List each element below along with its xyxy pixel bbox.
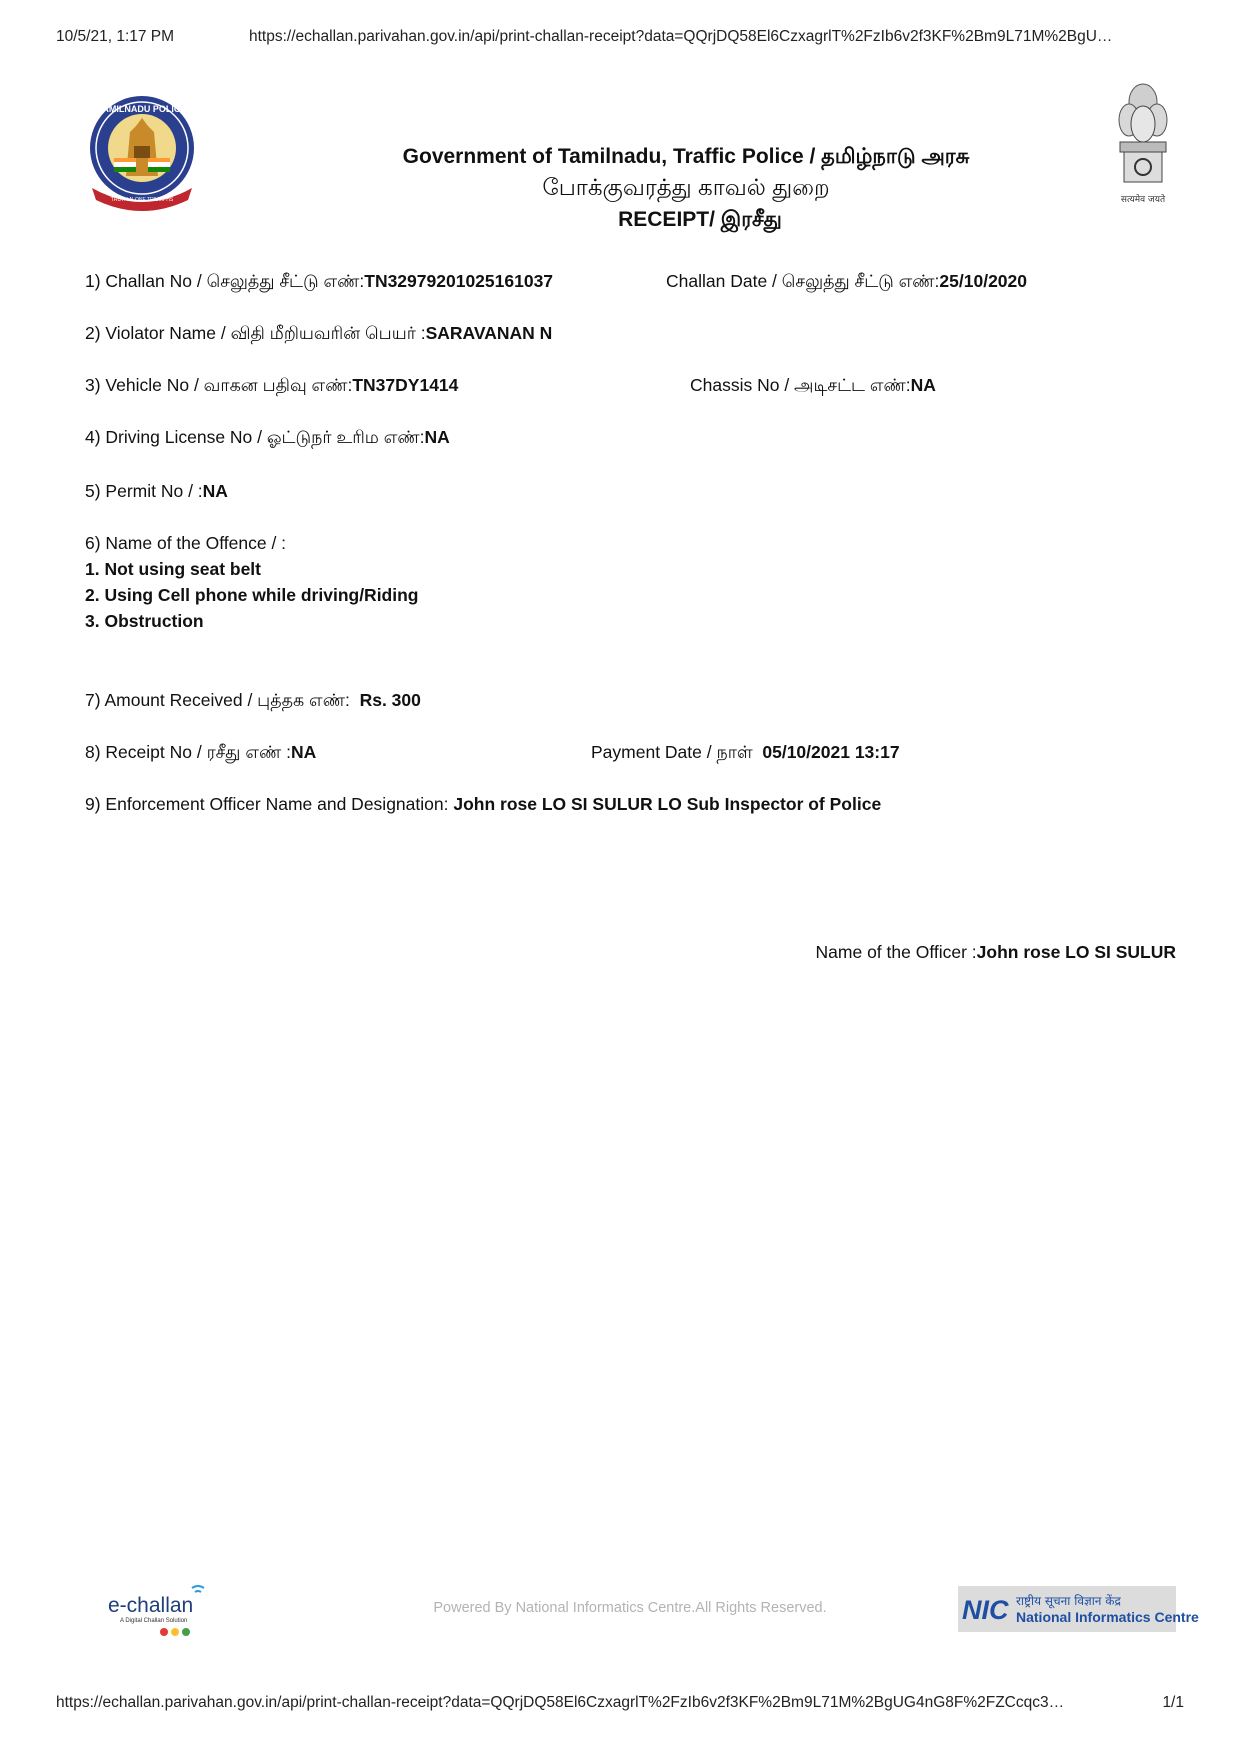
emblem-caption: सत्यमेव जयते xyxy=(1120,195,1166,205)
offence-item: 3. Obstruction xyxy=(85,611,204,631)
offence-list xyxy=(85,556,419,634)
amount-value: Rs. 300 xyxy=(359,690,421,710)
permit-label: 5) Permit No / : xyxy=(85,481,203,501)
vehicle-label: 3) Vehicle No / வாகன பதிவு எண்: xyxy=(85,375,353,395)
challan-date-row xyxy=(666,270,1027,292)
offence-item: 2. Using Cell phone while driving/Riding xyxy=(85,585,419,605)
permit-row xyxy=(85,480,228,502)
national-emblem-icon xyxy=(1112,80,1174,210)
print-footer xyxy=(56,1694,1184,1718)
challan-date-label: Challan Date / செலுத்து சீட்டு எண்: xyxy=(666,271,940,291)
receipt-no-value: NA xyxy=(291,742,317,762)
seal-text: TAMILNADU POLICE xyxy=(97,104,187,114)
nic-hindi-name: राष्ट्रीय सूचना विज्ञान केंद्र xyxy=(1016,1594,1121,1608)
amount-label: 7) Amount Received / புத்தக எண்: xyxy=(85,690,350,710)
heading-line-1: Government of Tamilnadu, Traffic Police / தமிழ்நாடு அரசு xyxy=(402,145,970,168)
officer-value: John rose LO SI SULUR LO Sub Inspector of Police xyxy=(453,794,882,814)
violator-label: 2) Violator Name / விதி மீறியவரின் பெயர் : xyxy=(85,323,426,343)
echallan-logo-icon xyxy=(104,1582,214,1640)
print-footer-url[interactable]: https://echallan.parivahan.gov.in/api/print-challan-receipt?data=QQrjDQ58El6CzxagrlT%2FzIb6v2f3KF%2Bm9L71M%2BgUG4nG8F%2FZCcqc3… xyxy=(56,1694,1065,1711)
nic-logo-icon xyxy=(958,1586,1199,1632)
offence-item: 1. Not using seat belt xyxy=(85,559,261,579)
print-header xyxy=(56,28,1184,52)
signature-label: Name of the Officer : xyxy=(815,942,977,962)
echallan-wordmark: e-challan xyxy=(108,1594,194,1617)
receipt-no-row xyxy=(85,741,316,763)
challan-date-value: 25/10/2020 xyxy=(939,271,1028,291)
document-heading xyxy=(296,142,1076,202)
offence-label: 6) Name of the Offence / : xyxy=(85,533,287,553)
tamilnadu-police-seal-icon xyxy=(84,92,200,208)
payment-date-row xyxy=(591,741,900,763)
vehicle-value: TN37DY1414 xyxy=(352,375,459,395)
vehicle-row xyxy=(85,374,458,396)
chassis-label: Chassis No / அடிசட்ட எண்: xyxy=(690,375,911,395)
print-datetime: 10/5/21, 1:17 PM xyxy=(56,28,175,45)
violator-value: SARAVANAN N xyxy=(425,323,553,343)
echallan-tagline: A Digital Challan Solution xyxy=(120,1618,188,1624)
officer-label: 9) Enforcement Officer Name and Designation: xyxy=(85,794,449,814)
amount-row xyxy=(85,689,421,711)
nic-abbr: NIC xyxy=(962,1595,1009,1625)
dl-row xyxy=(85,426,450,448)
signature-name: John rose LO SI SULUR xyxy=(976,942,1176,962)
permit-value: NA xyxy=(202,481,228,501)
page-number: 1/1 xyxy=(1162,1694,1184,1711)
challan-no-value: TN32979201025161037 xyxy=(364,271,554,291)
seal-motto: TRUTH ALONE TRIUMPHS xyxy=(110,197,174,203)
chassis-row xyxy=(690,374,936,396)
receipt-title: RECEIPT/ இரசீது xyxy=(618,208,782,231)
challan-no-row xyxy=(85,270,553,292)
officer-signature xyxy=(816,942,1176,963)
receipt-no-label: 8) Receipt No / ரசீது எண் : xyxy=(85,742,291,762)
payment-date-label: Payment Date / நாள் xyxy=(591,742,753,762)
heading-line-2: போக்குவரத்து காவல் துறை xyxy=(542,174,830,200)
challan-no-label: 1) Challan No / செலுத்து சீட்டு எண்: xyxy=(85,271,365,291)
powered-by-text: Powered By National Informatics Centre.All Rights Reserved. xyxy=(433,1600,827,1616)
violator-row xyxy=(85,322,552,344)
dl-value: NA xyxy=(424,427,450,447)
dl-label: 4) Driving License No / ஓட்டுநர் உரிம எண்: xyxy=(85,427,425,447)
chassis-value: NA xyxy=(910,375,936,395)
officer-row xyxy=(85,793,881,815)
print-url[interactable]: https://echallan.parivahan.gov.in/api/print-challan-receipt?data=QQrjDQ58El6CzxagrlT%2FzIb6v2f3KF%2Bm9L71M%2BgU… xyxy=(249,28,1113,45)
payment-date-value: 05/10/2021 13:17 xyxy=(762,742,900,762)
nic-english-name: National Informatics Centre xyxy=(1016,1609,1199,1625)
